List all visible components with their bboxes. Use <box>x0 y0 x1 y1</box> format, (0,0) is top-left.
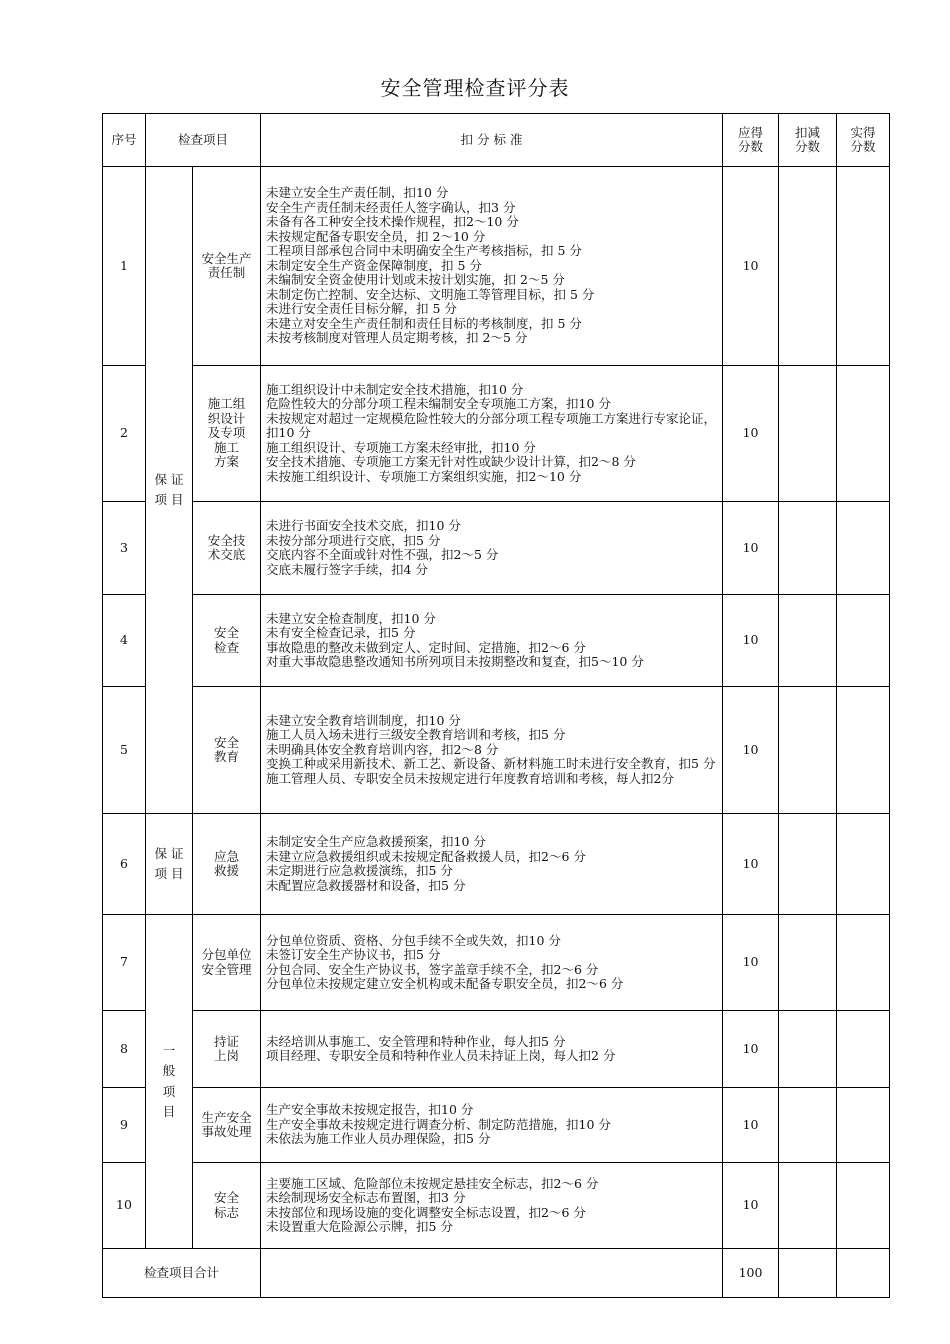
header-deduct-line1: 扣减 <box>795 124 821 140</box>
row-deduct-cell[interactable] <box>779 814 837 915</box>
item-name-line: 事故处理 <box>201 1124 252 1139</box>
row-deduct-cell[interactable] <box>779 915 837 1011</box>
category-label-char: 般 <box>162 1063 176 1078</box>
item-name-line: 上岗 <box>214 1048 240 1063</box>
category-label-line1: 保 证 <box>154 845 184 861</box>
item-name-line: 施工 <box>214 439 240 455</box>
item-name-line: 安全 <box>214 734 240 750</box>
header-due-line2: 分数 <box>738 139 764 154</box>
criteria-line: 危险性较大的分部分项工程未编制安全专项施工方案，扣10 分 <box>266 396 611 412</box>
item-name-line: 织设计 <box>207 410 246 426</box>
item-name-line: 及专项 <box>207 425 246 441</box>
criteria-line: 分包合同、安全生产协议书，签字盖章手续不全，扣2～6 分 <box>266 961 599 977</box>
category-guarantee <box>146 814 193 915</box>
item-name-line: 教育 <box>214 749 240 764</box>
table-row <box>103 687 890 814</box>
total-due-score: 100 <box>723 1249 779 1298</box>
row-actual-cell[interactable] <box>837 595 890 687</box>
total-criteria-cell <box>261 1249 723 1298</box>
criteria-line: 未制定安全生产资金保障制度，扣 5 分 <box>266 257 482 273</box>
criteria-line: 分包单位资质、资格、分包手续不全或失效，扣10 分 <box>266 932 561 948</box>
table-row <box>103 1163 890 1249</box>
row-deduct-cell[interactable] <box>779 366 837 502</box>
row-seq: 10 <box>103 1163 146 1249</box>
category-label-line2: 项 目 <box>154 492 184 507</box>
header-criteria: 扣 分 标 准 <box>261 114 723 167</box>
header-deduct-line2: 分数 <box>795 139 821 154</box>
item-name-line: 责任制 <box>207 265 246 280</box>
criteria-line: 未建立安全检查制度，扣10 分 <box>266 610 436 626</box>
criteria-line: 未签订安全生产协议书，扣5 分 <box>266 947 441 962</box>
row-actual-cell[interactable] <box>837 502 890 595</box>
item-name-line: 标志 <box>214 1204 240 1220</box>
row-due-score: 10 <box>723 915 779 1011</box>
header-actual-line1: 实得 <box>850 124 876 140</box>
header-deduct-score <box>779 114 837 167</box>
table-row <box>103 502 890 595</box>
table-row <box>103 1011 890 1088</box>
row-due-score: 10 <box>723 1011 779 1088</box>
criteria-line: 事故隐患的整改未做到定人、定时间、定措施，扣2～6 分 <box>266 639 586 655</box>
criteria-line: 施工组织设计、专项施工方案未经审批，扣10 分 <box>266 439 536 455</box>
row-seq: 4 <box>103 595 146 687</box>
category-label-line1: 保 证 <box>154 471 184 487</box>
item-name-line: 生产安全 <box>201 1109 252 1125</box>
criteria-line: 对重大事故隐患整改通知书所列项目未按期整改和复查，扣5～10 分 <box>266 654 644 669</box>
criteria-line: 交底未履行签字手续，扣4 分 <box>266 561 428 577</box>
criteria-line: 未按规定配备专职安全员，扣 2～10 分 <box>266 228 486 244</box>
item-name-line: 安全技 <box>207 532 246 548</box>
row-actual-cell[interactable] <box>837 687 890 814</box>
item-name-line: 施工组 <box>207 396 246 412</box>
table-row <box>103 167 890 366</box>
criteria-line: 施工组织设计中未制定安全技术措施，扣10 分 <box>266 381 524 397</box>
row-item-name <box>193 915 261 1011</box>
row-due-score: 10 <box>723 167 779 366</box>
category-guarantee <box>146 167 193 814</box>
category-label-char: 目 <box>162 1104 176 1119</box>
table-row <box>103 595 890 687</box>
criteria-line: 未按规定对超过一定规模危险性较大的分部分项工程专项施工方案进行专家论证，扣10 分 <box>266 410 717 441</box>
item-name-line: 检查 <box>214 639 240 655</box>
row-actual-cell[interactable] <box>837 1163 890 1249</box>
row-actual-cell[interactable] <box>837 167 890 366</box>
row-due-score: 10 <box>723 1088 779 1163</box>
row-actual-cell[interactable] <box>837 915 890 1011</box>
criteria-line: 未配置应急救援器材和设备，扣5 分 <box>266 877 466 893</box>
criteria-line: 未依法为施工作业人员办理保险，扣5 分 <box>266 1131 491 1147</box>
row-due-score: 10 <box>723 687 779 814</box>
criteria-line: 未按分部分项进行交底，扣5 分 <box>266 532 441 548</box>
row-actual-cell[interactable] <box>837 814 890 915</box>
header-actual-line2: 分数 <box>850 139 876 154</box>
total-label: 检查项目合计 <box>103 1249 261 1298</box>
row-item-name <box>193 167 261 366</box>
header-item: 检查项目 <box>146 114 261 167</box>
criteria-line: 分包单位未按规定建立安全机构或未配备专职安全员，扣2～6 分 <box>266 976 624 991</box>
total-deduct-cell[interactable] <box>779 1249 837 1298</box>
criteria-line: 未建立应急救援组织或未按规定配备救援人员，扣2～6 分 <box>266 848 586 864</box>
criteria-line: 安全生产责任制未经责任人签字确认，扣3 分 <box>266 199 516 215</box>
criteria-line: 施工人员入场未进行三级安全教育培训和考核，扣5 分 <box>266 727 566 743</box>
total-row <box>103 1249 890 1298</box>
table-row <box>103 814 890 915</box>
row-criteria <box>261 1088 723 1163</box>
item-name-line: 应急 <box>214 848 240 864</box>
item-name-line: 安全 <box>214 625 240 640</box>
row-criteria <box>261 167 723 366</box>
criteria-line: 未制定安全生产应急救援预案，扣10 分 <box>266 834 486 849</box>
row-deduct-cell[interactable] <box>779 1088 837 1163</box>
item-name-line: 方案 <box>214 454 240 470</box>
total-actual-cell[interactable] <box>837 1249 890 1298</box>
row-criteria <box>261 1163 723 1249</box>
row-seq: 2 <box>103 366 146 502</box>
row-deduct-cell[interactable] <box>779 687 837 814</box>
row-criteria <box>261 1011 723 1088</box>
row-criteria <box>261 366 723 502</box>
row-actual-cell[interactable] <box>837 1011 890 1088</box>
criteria-line: 项目经理、专职安全员和特种作业人员未持证上岗，每人扣2 分 <box>266 1048 616 1063</box>
row-seq: 6 <box>103 814 146 915</box>
criteria-line: 施工管理人员、专职安全员未按规定进行年度教育培训和考核，每人扣2分 <box>266 770 674 786</box>
table-row <box>103 366 890 502</box>
row-actual-cell[interactable] <box>837 366 890 502</box>
criteria-line: 未进行书面安全技术交底，扣10 分 <box>266 518 461 533</box>
criteria-line: 未建立对安全生产责任制和责任目标的考核制度，扣 5 分 <box>266 315 582 331</box>
criteria-line: 未按施工组织设计、专项施工方案组织实施，扣2～10 分 <box>266 468 582 484</box>
item-name-line: 救援 <box>214 863 240 878</box>
row-deduct-cell[interactable] <box>779 595 837 687</box>
row-item-name <box>193 1011 261 1088</box>
criteria-line: 未绘制现场安全标志布置图，扣3 分 <box>266 1190 466 1205</box>
header-actual-score <box>837 114 890 167</box>
row-item-name <box>193 595 261 687</box>
row-criteria <box>261 814 723 915</box>
category-label-char: 一 <box>162 1042 176 1058</box>
category-label-line2: 项 目 <box>154 866 184 881</box>
row-seq: 5 <box>103 687 146 814</box>
category-label-char: 项 <box>162 1083 176 1099</box>
criteria-line: 未按考核制度对管理人员定期考核，扣 2～5 分 <box>266 330 528 346</box>
header-due-line1: 应得 <box>738 124 764 140</box>
row-seq: 1 <box>103 167 146 366</box>
header-due-score <box>723 114 779 167</box>
criteria-line: 未建立安全生产责任制，扣10 分 <box>266 185 449 201</box>
header-row <box>103 114 890 167</box>
row-criteria <box>261 595 723 687</box>
score-table <box>102 113 890 1298</box>
criteria-line: 未定期进行应急救援演练，扣5 分 <box>266 863 453 878</box>
criteria-line: 变换工种或采用新技术、新工艺、新设备、新材料施工时未进行安全教育，扣5 分 <box>266 756 716 772</box>
item-name-line: 安全管理 <box>201 961 252 977</box>
row-item-name <box>193 687 261 814</box>
criteria-line: 未有安全检查记录，扣5 分 <box>266 625 416 640</box>
criteria-line: 未明确具体安全教育培训内容，扣2～8 分 <box>266 741 499 757</box>
row-deduct-cell[interactable] <box>779 167 837 366</box>
criteria-line: 生产安全事故未按规定进行调查分析、制定防范措施，扣10 分 <box>266 1116 611 1132</box>
row-seq: 9 <box>103 1088 146 1163</box>
item-name-line: 安全 <box>214 1190 240 1205</box>
row-item-name <box>193 1088 261 1163</box>
row-criteria <box>261 915 723 1011</box>
row-actual-cell[interactable] <box>837 1088 890 1163</box>
row-due-score: 10 <box>723 502 779 595</box>
criteria-line: 未经培训从事施工、安全管理和特种作业，每人扣5 分 <box>266 1033 566 1049</box>
criteria-line: 未制定伤亡控制、安全达标、文明施工等管理目标，扣 5 分 <box>266 286 595 302</box>
item-name-line: 持证 <box>214 1033 240 1049</box>
row-item-name <box>193 1163 261 1249</box>
row-seq: 7 <box>103 915 146 1011</box>
criteria-line: 未建立安全教育培训制度，扣10 分 <box>266 712 461 728</box>
criteria-line: 交底内容不全面或针对性不强，扣2～5 分 <box>266 547 499 562</box>
criteria-line: 主要施工区域、危险部位未按规定悬挂安全标志，扣2～6 分 <box>266 1175 599 1191</box>
item-name-line: 分包单位 <box>201 947 252 962</box>
criteria-line: 生产安全事故未按规定报告，扣10 分 <box>266 1102 474 1118</box>
criteria-line: 未备有各工种安全技术操作规程，扣2～10 分 <box>266 214 519 230</box>
row-item-name <box>193 366 261 502</box>
criteria-line: 未进行安全责任目标分解，扣 5 分 <box>266 301 457 317</box>
criteria-line: 工程项目部承包合同中未明确安全生产考核指标，扣 5 分 <box>266 243 582 259</box>
row-criteria <box>261 687 723 814</box>
row-due-score: 10 <box>723 814 779 915</box>
table-row <box>103 1088 890 1163</box>
row-item-name <box>193 502 261 595</box>
criteria-line: 安全技术措施、专项施工方案无针对性或缺少设计计算，扣2～8 分 <box>266 454 636 470</box>
row-due-score: 10 <box>723 1163 779 1249</box>
row-deduct-cell[interactable] <box>779 502 837 595</box>
row-seq: 3 <box>103 502 146 595</box>
row-criteria <box>261 502 723 595</box>
item-name-line: 术交底 <box>207 547 246 562</box>
row-seq: 8 <box>103 1011 146 1088</box>
page-title: 安全管理检查评分表 <box>380 76 570 100</box>
row-deduct-cell[interactable] <box>779 1011 837 1088</box>
row-deduct-cell[interactable] <box>779 1163 837 1249</box>
criteria-line: 未按部位和现场设施的变化调整安全标志设置，扣2～6 分 <box>266 1204 586 1220</box>
row-due-score: 10 <box>723 366 779 502</box>
category-general <box>146 915 193 1249</box>
row-item-name <box>193 814 261 915</box>
criteria-line: 未编制安全资金使用计划或未按计划实施，扣 2～5 分 <box>266 272 565 288</box>
table-row <box>103 915 890 1011</box>
row-due-score: 10 <box>723 595 779 687</box>
criteria-line: 未设置重大危险源公示牌，扣5 分 <box>266 1219 453 1234</box>
item-name-line: 安全生产 <box>201 250 252 266</box>
header-seq: 序号 <box>103 114 146 167</box>
